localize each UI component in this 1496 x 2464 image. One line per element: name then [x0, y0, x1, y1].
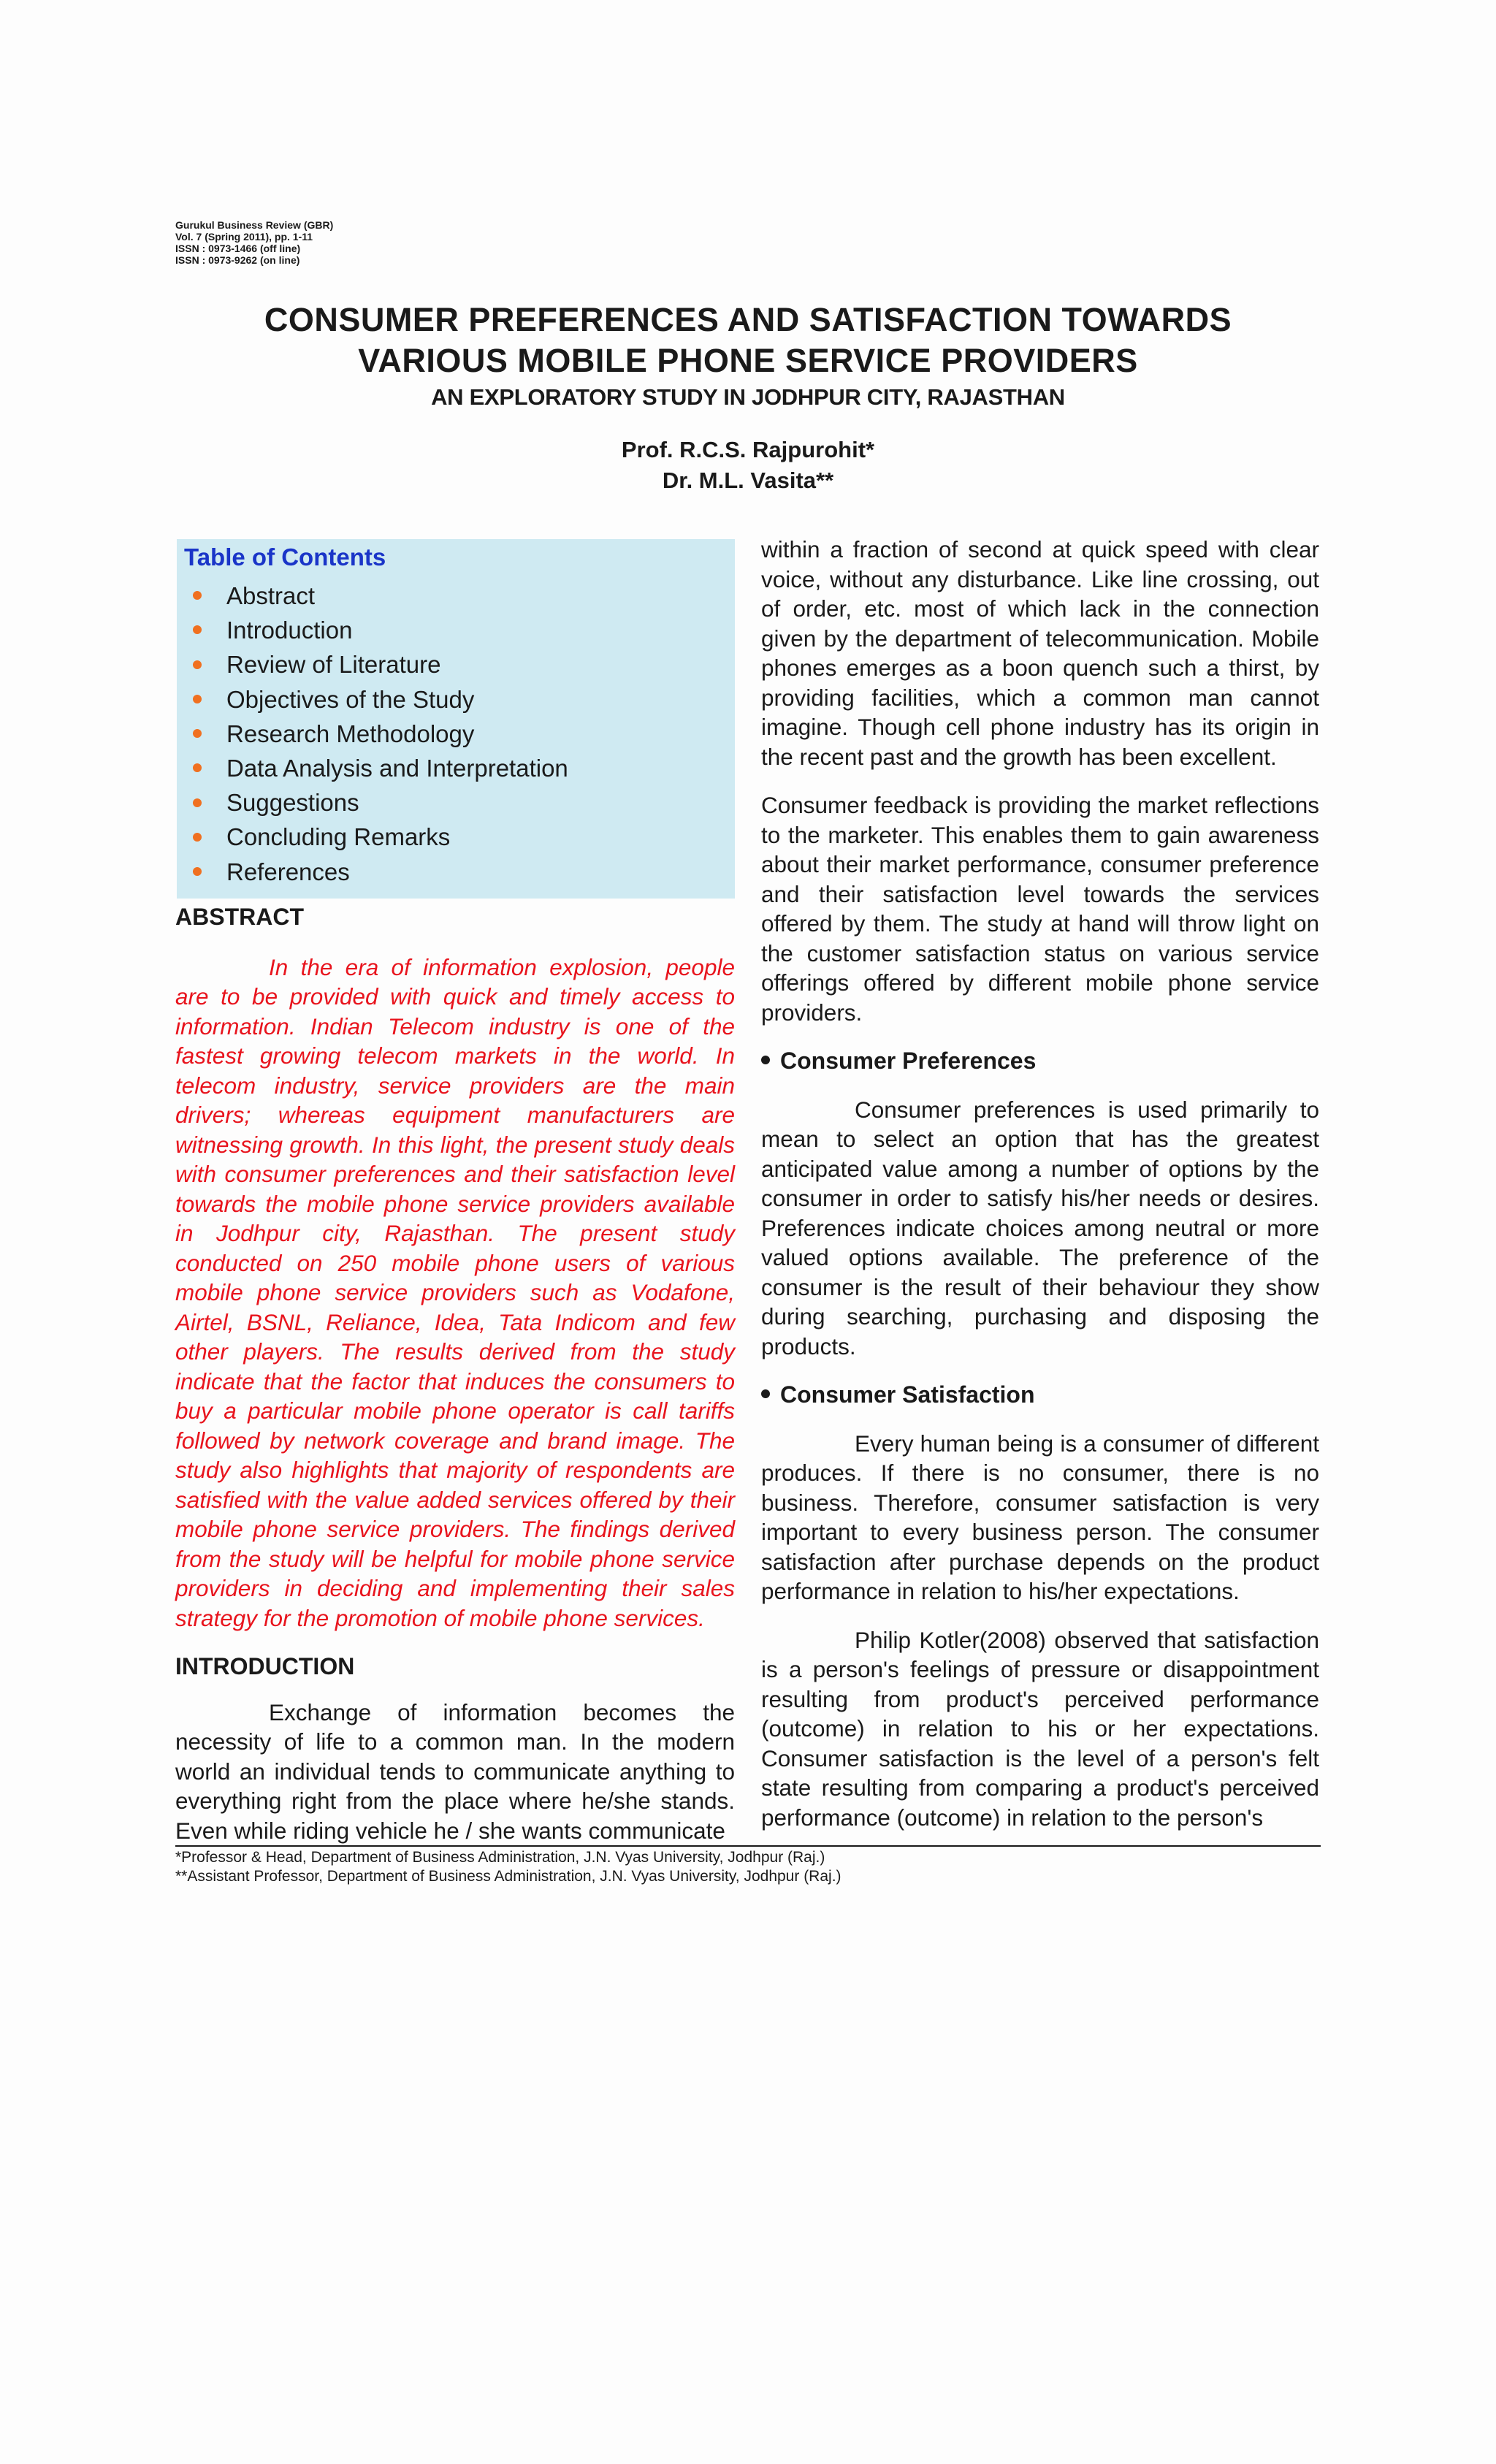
bullet-icon [193, 591, 202, 600]
bullet-icon [193, 798, 202, 807]
toc-item-review-of-literature[interactable]: Review of Literature [193, 647, 568, 682]
bullet-icon [193, 729, 202, 738]
bullet-icon [761, 1389, 770, 1398]
consumer-satisfaction-heading: Consumer Satisfaction [761, 1380, 1319, 1410]
introduction-heading: INTRODUCTION [175, 1653, 355, 1679]
journal-issn-offline: ISSN : 0973-1466 (off line) [175, 243, 301, 254]
footnote-divider [175, 1845, 1321, 1847]
toc-item-data-analysis[interactable]: Data Analysis and Interpretation [193, 751, 568, 785]
title-line-1: CONSUMER PREFERENCES AND SATISFACTION TOWARDS [264, 301, 1232, 338]
bullet-icon [193, 763, 202, 772]
authors [175, 435, 1321, 496]
toc-item-abstract[interactable]: Abstract [193, 579, 568, 613]
author-2: Dr. M.L. Vasita** [662, 468, 834, 493]
consumer-satisfaction-text: Every human being is a consumer of different produces. If there is no consumer, there is no business. Therefore, consumer satisfaction is very important to every business person. The consumer satisfaction after purchase depends on the product performance in relation to his/her expectations. [761, 1430, 1319, 1604]
paper-title [175, 300, 1321, 381]
abstract-text: In the era of information explosion, people are to be provided with quick and timely access to information. Indian Telecom industry is one of the fastest growing telecom markets in the world. In telecom industry, service providers are the main drivers; whereas equipment manufacturers are witnessing growth. In this light, the present study deals with consumer preferences and their satisfaction level towards the mobile phone service providers available in Jodhpur city, Rajasthan. The present study conducted on 250 mobile phone users of various mobile phone service providers such as Vodafone, Airtel, BSNL, Reliance, Idea, Tata Indicom and few other players. The results derived from the study indicate that the factor that induces the consumers to buy a particular mobile phone operator is call tariffs followed by network coverage and brand image. The study also highlights that majority of respondents are satisfied with the value added services offered by their mobile phone service providers. The findings derived from the study will be helpful for mobile phone service providers in deciding and implementing their sales strategy for the promotion of mobile phone services. [175, 953, 735, 1631]
toc-item-references[interactable]: References [193, 855, 568, 889]
author-1: Prof. R.C.S. Rajpurohit* [621, 437, 875, 462]
journal-issn-online: ISSN : 0973-9262 (on line) [175, 254, 300, 266]
footnote-2: **Assistant Professor, Department of Business Administration, J.N. Vyas University, Jodhpur (Raj.) [175, 1868, 842, 1885]
table-of-contents [177, 539, 735, 899]
toc-item-research-methodology[interactable]: Research Methodology [193, 717, 568, 751]
introduction-text: Exchange of information becomes the necessity of life to a common man. In the modern world an individual tends to communicate anything to everything right from the place where he/she stands. Even while riding vehicle he / she wants communicate [175, 1698, 735, 1844]
bullet-icon [193, 625, 202, 634]
consumer-feedback-paragraph: Consumer feedback is providing the market reflections to the marketer. This enables them to gain awareness about their market performance, consumer preference and their satisfaction level towards the services offered by them. The study at hand will throw light on the customer satisfaction status on various service offerings offered by different mobile phone service providers. [761, 792, 1319, 1026]
toc-list [193, 579, 568, 889]
right-column [761, 535, 1319, 1832]
abstract-heading: ABSTRACT [175, 904, 304, 930]
footnotes [175, 1848, 842, 1886]
journal-info [175, 219, 333, 266]
bullet-icon [193, 695, 202, 703]
footnote-1: *Professor & Head, Department of Business Administration, J.N. Vyas University, Jodhpur (Raj.) [175, 1849, 825, 1866]
toc-title: Table of Contents [184, 543, 386, 571]
toc-item-suggestions[interactable]: Suggestions [193, 785, 568, 820]
toc-item-introduction[interactable]: Introduction [193, 613, 568, 647]
journal-name: Gurukul Business Review (GBR) [175, 219, 334, 231]
intro-continued-paragraph: within a fraction of second at quick speed with clear voice, without any disturbance. Like line crossing, out of order, etc. most of which lack in the connection given by the department of telecommunication. Mobile phones emerges as a boon quench such a thirst, by providing facilities, which a common man cannot imagine. Though cell phone industry has its origin in the recent past and the growth has been excellent. [761, 536, 1319, 770]
journal-volume: Vol. 7 (Spring 2011), pp. 1-11 [175, 231, 313, 243]
bullet-icon [193, 833, 202, 842]
consumer-preferences-heading: Consumer Preferences [761, 1046, 1319, 1076]
bullet-icon [193, 660, 202, 669]
toc-item-concluding-remarks[interactable]: Concluding Remarks [193, 820, 568, 854]
paper-subtitle: AN EXPLORATORY STUDY IN JODHPUR CITY, RAJASTHAN [431, 384, 1065, 410]
bullet-icon [193, 867, 202, 876]
kotler-paragraph: Philip Kotler(2008) observed that satisfaction is a person's feelings of pressure or disappointment resulting from product's perceived performance (outcome) in relation to his or her expectations. Consumer satisfaction is the level of a person's felt state resulting from comparing a product's perceived performance (outcome) in relation to the person's [761, 1626, 1319, 1831]
left-column [175, 902, 735, 1845]
consumer-preferences-text: Consumer preferences is used primarily to mean to select an option that has the greatest anticipated value among a number of options by the consumer in order to satisfy his/her needs or desires. Preferences indicate choices among neutral or more valued options available. The preference of the consumer is the result of their behaviour they show during searching, purchasing and disposing the products. [761, 1096, 1319, 1359]
title-line-2: VARIOUS MOBILE PHONE SERVICE PROVIDERS [358, 342, 1138, 379]
toc-item-objectives[interactable]: Objectives of the Study [193, 682, 568, 717]
bullet-icon [761, 1056, 770, 1064]
